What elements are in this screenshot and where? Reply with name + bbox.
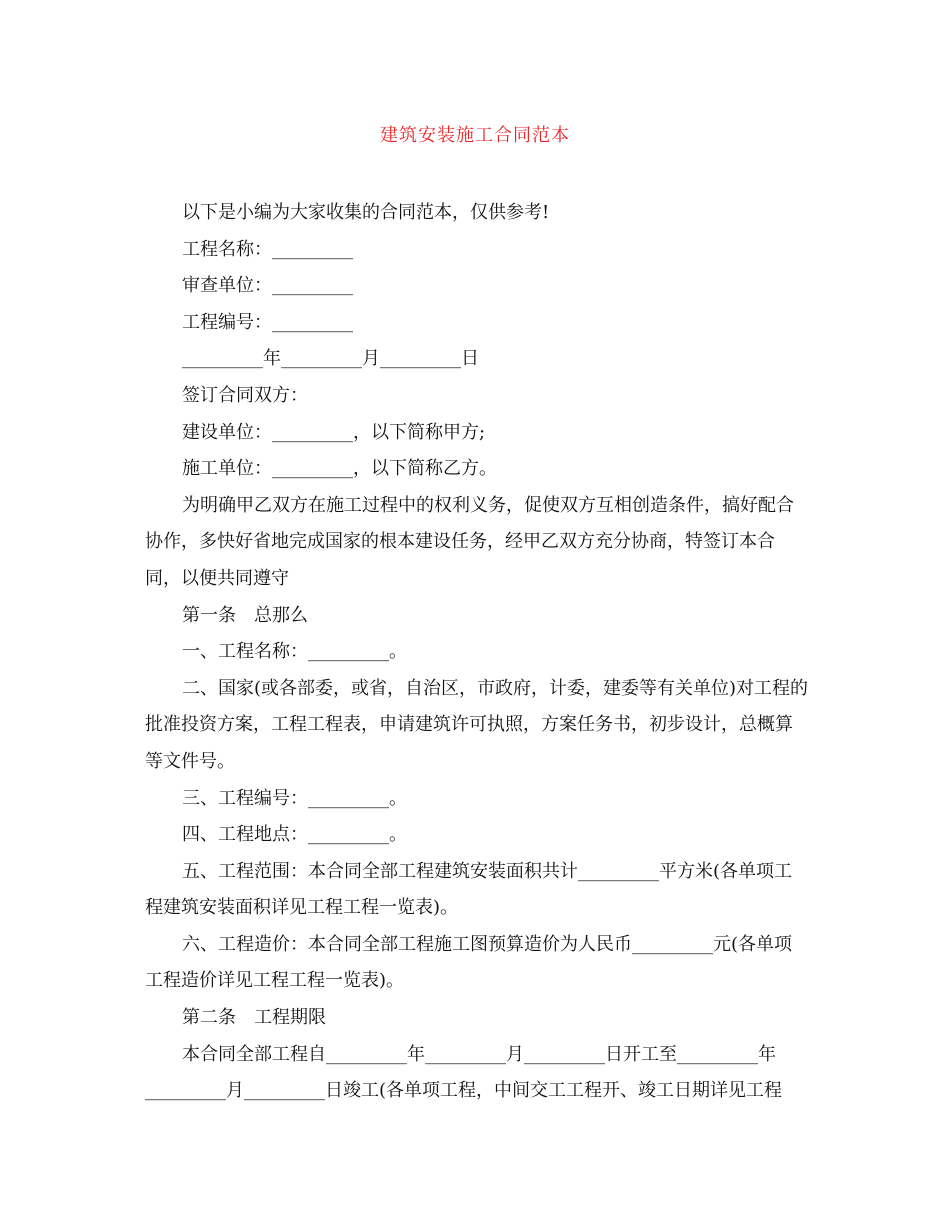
article-1-item-1: 一、工程名称：_________。 — [182, 641, 407, 663]
review-unit-line: 审查单位：_________ — [182, 275, 353, 297]
construction-unit-line: 建设单位：_________，以下简称甲方; — [182, 421, 486, 443]
project-number-line: 工程编号：_________ — [182, 311, 353, 333]
intro-paragraph: 以下是小编为大家收集的合同范本，仅供参考! — [182, 202, 550, 223]
article-1-item-3: 三、工程编号：_________。 — [182, 787, 407, 809]
article-1-item-4: 四、工程地点：_________。 — [182, 824, 407, 846]
article-2-heading: 第二条 工程期限 — [182, 1007, 326, 1029]
article-2-paragraph: 本合同全部工程自_________年_________月_________日开工至_________年_________月_________日竣工(各单项工程，中间交工工程开、竣工日期详见工程 — [145, 1043, 783, 1102]
date-line: _________年_________月_________日 — [182, 348, 479, 370]
article-1-item-5: 五、工程范围：本合同全部工程建筑安装面积共计_________平方米(各单项工程建筑安装面积详见工程工程一览表)。 — [145, 860, 793, 919]
document-title: 建筑安装施工合同范本 — [380, 125, 570, 146]
article-1-item-6: 六、工程造价：本合同全部工程施工图预算造价为人民币_________元(各单项工程造价详见工程工程一览表)。 — [145, 933, 793, 992]
purpose-paragraph: 为明确甲乙双方在施工过程中的权利义务，促使双方互相创造条件，搞好配合协作，多快好省地完成国家的根本建设任务，经甲乙双方充分协商，特签订本合同，以便共同遵守 — [145, 494, 794, 589]
article-1-heading: 第一条 总那么 — [182, 604, 308, 626]
document-body — [145, 195, 810, 1110]
signing-parties-line: 签订合同双方： — [182, 384, 308, 406]
article-1-item-2: 二、国家(或各部委，或省，自治区，市政府，计委，建委等有关单位)对工程的批准投资方案，工程工程表，申请建筑许可执照，方案任务书，初步设计，总概算等文件号。 — [145, 677, 809, 772]
contractor-unit-line: 施工单位：_________，以下简称乙方。 — [182, 458, 497, 480]
project-name-line: 工程名称：_________ — [182, 238, 353, 260]
